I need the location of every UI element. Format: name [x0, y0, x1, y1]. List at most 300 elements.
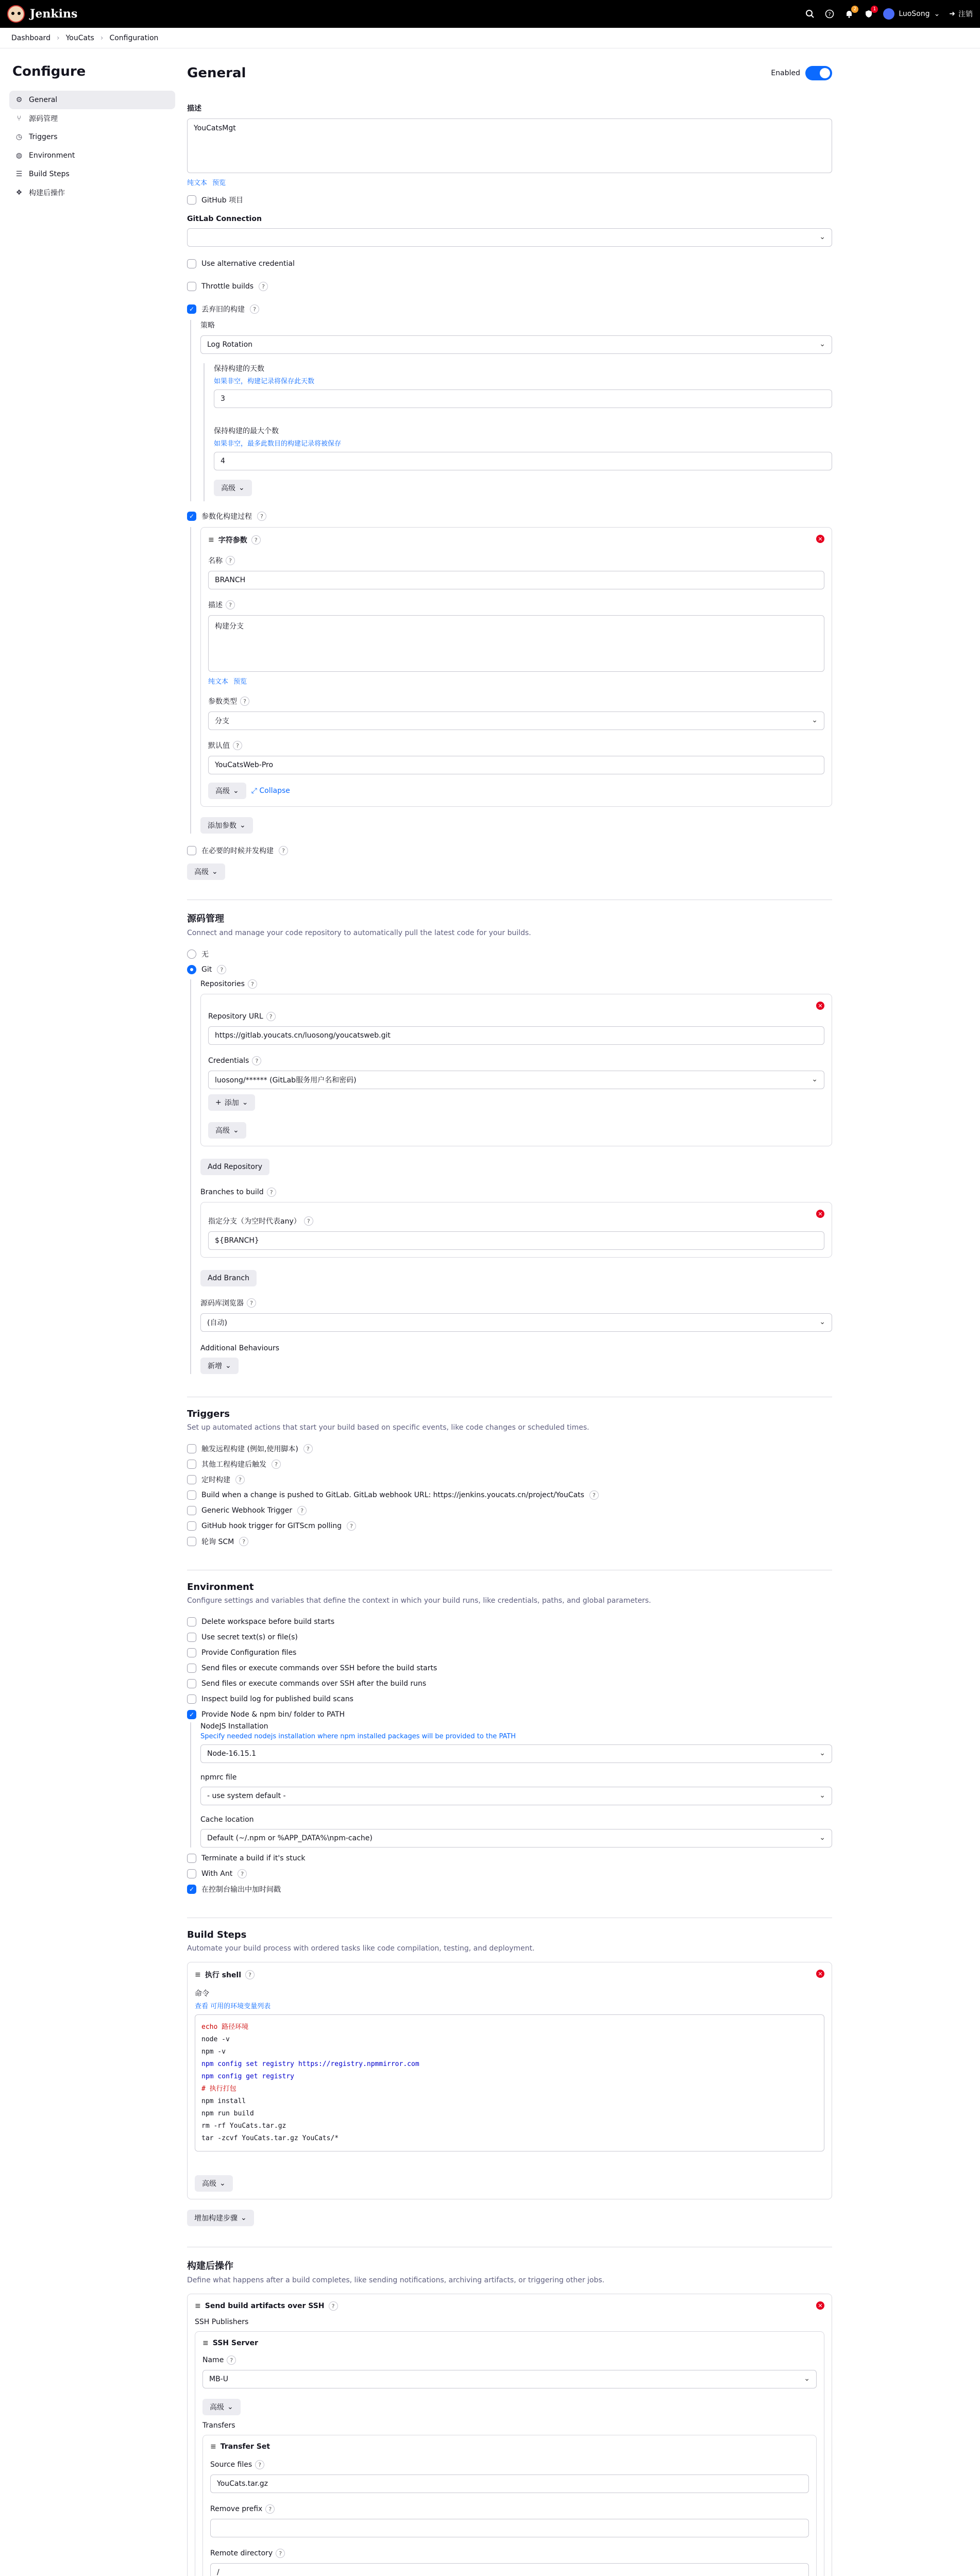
breadcrumb-job[interactable]: YouCats: [65, 33, 94, 42]
page-title: General: [187, 65, 246, 81]
credentials-text: Credentials: [208, 1057, 249, 1065]
gitlab-connection-text: GitLab Connection: [187, 215, 262, 223]
parameterized-label: 参数化构建过程: [201, 513, 252, 521]
add-parameter-label: 添加参数: [208, 822, 236, 830]
env-label: Provide Configuration files: [201, 1649, 297, 1657]
code-line: rm -rf YouCats.tar.gz: [201, 2122, 286, 2130]
remote-dir-label: [210, 2549, 809, 2558]
sidebar-item-environment[interactable]: [9, 146, 175, 165]
param-desc-textarea[interactable]: 构建分支: [208, 615, 824, 672]
scm-git-label: Git: [201, 965, 212, 974]
node-path-checkbox[interactable]: ✓: [187, 1710, 196, 1719]
gitlab-connection-label: [187, 215, 832, 223]
enabled-toggle[interactable]: [805, 66, 832, 80]
chevron-down-icon: ⌄: [819, 1791, 825, 1800]
environment-section: [187, 1570, 832, 1897]
help-icon[interactable]: ?: [233, 741, 242, 750]
server-name-text: Name: [202, 2356, 224, 2364]
concurrent-label: 在必要的时候并发构建: [201, 847, 274, 855]
sidebar-item-build-steps[interactable]: [9, 165, 175, 183]
help-icon[interactable]: ?: [238, 1869, 247, 1878]
trigger-checkbox[interactable]: [187, 1490, 196, 1500]
discard-builds-option[interactable]: [187, 301, 832, 317]
help-icon[interactable]: ?: [240, 697, 249, 706]
code-line: npm run build: [201, 2110, 254, 2117]
environment-description: Configure settings and variables that define the context in which your build runs, like credentials, paths, and global parameters.: [187, 1597, 651, 1605]
node-install-select[interactable]: [200, 1744, 832, 1763]
node-install-hint: Specify needed nodejs installation where npm installed packages will be provided to the PATH: [200, 1733, 516, 1740]
close-icon[interactable]: ✕: [816, 535, 824, 543]
help-icon[interactable]: [824, 9, 835, 19]
sidebar-title: Configure: [12, 64, 86, 79]
clock-icon: ◷: [15, 133, 23, 141]
chevron-down-icon: ⌄: [819, 1318, 825, 1326]
alt-credential-option[interactable]: [187, 256, 832, 272]
build-steps-section: [187, 1918, 832, 2226]
breadcrumb-dashboard[interactable]: Dashboard: [11, 33, 50, 42]
trigger-checkbox[interactable]: [187, 1444, 196, 1453]
jenkins-logo[interactable]: [7, 5, 77, 23]
env-checkbox[interactable]: [187, 1617, 196, 1626]
env-vars-link[interactable]: 查看 可用的环境变量列表: [195, 2003, 271, 2010]
ssh-server-title: SSH Server: [212, 2339, 258, 2347]
branches-label: [200, 1188, 832, 1197]
avatar: [883, 8, 894, 20]
env-label: Inspect build log for published build scans: [201, 1695, 353, 1703]
close-icon[interactable]: ✕: [816, 1970, 824, 1978]
terminate-option[interactable]: [187, 1851, 832, 1866]
trigger-checkbox[interactable]: [187, 1460, 196, 1469]
chevron-down-icon: ⌄: [812, 1075, 818, 1083]
env-label: Delete workspace before build starts: [201, 1618, 335, 1626]
repositories-text: Repositories: [200, 980, 245, 988]
branch-card: [200, 1202, 832, 1258]
code-line: tar -zcvf YouCats.tar.gz YouCats/*: [201, 2134, 339, 2142]
trigger-checkbox[interactable]: [187, 1475, 196, 1484]
days-hint: 如果非空，构建记录将保存此天数: [214, 378, 315, 385]
with-ant-option[interactable]: [187, 1866, 832, 1882]
scm-description: Connect and manage your code repository to automatically pull the latest code for your builds.: [187, 929, 531, 937]
chevron-down-icon: ⌄: [242, 1098, 248, 1107]
repository-card: [200, 994, 832, 1146]
help-icon[interactable]: ?: [297, 1506, 307, 1515]
chevron-down-icon: ⌄: [819, 233, 825, 241]
cache-location-select[interactable]: [200, 1829, 832, 1848]
github-project-option[interactable]: [187, 192, 832, 208]
help-icon[interactable]: ?: [239, 1537, 248, 1546]
env-checkbox[interactable]: [187, 1648, 196, 1657]
plain-text-link[interactable]: 纯文本: [208, 678, 229, 686]
scm-git-radio[interactable]: [187, 965, 196, 974]
triggers-section: [187, 1397, 832, 1549]
help-icon[interactable]: ?: [252, 1056, 261, 1065]
chevron-down-icon: ⌄: [219, 2179, 226, 2188]
advanced-label: 高级: [202, 2180, 216, 2188]
help-icon[interactable]: ?: [259, 282, 268, 291]
browser-value: (自动): [207, 1319, 227, 1327]
code-line: npm -v: [201, 2048, 226, 2056]
repo-url-label: [208, 1012, 824, 1021]
triggers-title: Triggers: [187, 1409, 230, 1419]
max-builds-input[interactable]: 4: [214, 452, 832, 470]
param-type-value: 分支: [215, 717, 229, 725]
timestamps-option[interactable]: [187, 1882, 832, 1897]
strategy-select[interactable]: [200, 335, 832, 354]
discard-builds-checkbox[interactable]: ✓: [187, 304, 196, 314]
chevron-down-icon: ⌄: [240, 821, 246, 829]
post-build-description: Define what happens after a build completes, like sending notifications, archiving artifacts, or triggering other jobs.: [187, 2276, 605, 2284]
terminate-checkbox[interactable]: [187, 1854, 196, 1863]
trigger-checkbox[interactable]: [187, 1537, 196, 1546]
help-icon[interactable]: ?: [227, 2355, 236, 2365]
advanced-button[interactable]: [214, 480, 252, 496]
env-label: Send files or execute commands over SSH before the build starts: [201, 1664, 437, 1672]
parameters-config: [190, 527, 832, 834]
breadcrumb-separator: ›: [100, 33, 104, 42]
param-name-input[interactable]: BRANCH: [208, 571, 824, 589]
help-icon[interactable]: ?: [251, 535, 261, 545]
user-menu[interactable]: [883, 8, 940, 20]
default-value-text: 默认值: [208, 742, 230, 750]
post-build-section: [187, 2247, 832, 2576]
env-label: Send files or execute commands over SSH after the build runs: [201, 1680, 427, 1688]
discard-builds-label: 丢弃旧的构建: [201, 306, 245, 314]
collapse-label: Collapse: [259, 787, 290, 795]
env-option[interactable]: [187, 1630, 832, 1645]
trigger-label: GitHub hook trigger for GITScm polling: [201, 1522, 342, 1530]
param-type-label: [208, 696, 824, 706]
repositories-label: [200, 979, 832, 989]
advanced-label: 高级: [215, 787, 230, 795]
trigger-label: 定时构建: [201, 1476, 230, 1484]
chevron-down-icon: ⌄: [225, 1362, 231, 1370]
cache-location-label: Cache location: [200, 1816, 254, 1824]
add-build-step-button[interactable]: [187, 2210, 254, 2226]
plain-text-link[interactable]: 纯文本: [187, 179, 208, 187]
transfer-set-title: Transfer Set: [220, 2443, 271, 2451]
npmrc-label: npmrc file: [200, 1773, 237, 1782]
trigger-option[interactable]: [187, 1487, 832, 1503]
remove-prefix-text: Remove prefix: [210, 2505, 263, 2513]
sidebar-item-label: Build Steps: [29, 170, 70, 178]
add-credentials-button[interactable]: [208, 1094, 255, 1111]
code-line: echo 路径环境: [201, 2023, 249, 2031]
help-icon[interactable]: ?: [276, 2549, 285, 2558]
trigger-option[interactable]: [187, 1534, 832, 1549]
trigger-label: Generic Webhook Trigger: [201, 1506, 293, 1515]
remote-dir-input[interactable]: /: [210, 2563, 809, 2576]
help-icon[interactable]: ?: [255, 2460, 264, 2469]
sidebar-item-label: 源码管理: [29, 115, 58, 123]
advanced-button[interactable]: [202, 2399, 241, 2415]
env-checkbox[interactable]: [187, 1694, 196, 1704]
source-files-text: Source files: [210, 2461, 252, 2469]
with-ant-label: With Ant: [201, 1870, 233, 1878]
git-config: [190, 979, 832, 1374]
throttle-builds-option[interactable]: [187, 279, 832, 294]
steps-icon: ☰: [15, 170, 23, 178]
drag-handle-icon[interactable]: ≡: [195, 1971, 201, 1979]
help-icon[interactable]: ?: [347, 1521, 356, 1531]
security-badge: 1: [871, 6, 878, 13]
trigger-option[interactable]: [187, 1503, 832, 1518]
parameterized-checkbox[interactable]: ✓: [187, 512, 196, 521]
branch-spec-input[interactable]: ${BRANCH}: [208, 1231, 824, 1250]
notifications-icon[interactable]: [844, 7, 857, 19]
branch-icon: ⑂: [16, 114, 22, 123]
param-name-label: [208, 555, 824, 566]
sidebar-item-triggers[interactable]: [9, 128, 175, 146]
env-checkbox[interactable]: [187, 1679, 196, 1688]
discard-builds-config: [190, 320, 832, 501]
code-line: npm install: [201, 2097, 246, 2105]
trigger-option[interactable]: [187, 1441, 832, 1456]
github-project-label: GitHub 项目: [201, 196, 243, 205]
branch-spec-label: [208, 1216, 824, 1226]
collapse-link[interactable]: ⤢ Collapse: [251, 787, 290, 795]
repo-url-text: Repository URL: [208, 1012, 263, 1021]
max-builds-label: 保持构建的最大个数: [214, 427, 279, 435]
remote-dir-text: Remote directory: [210, 2549, 273, 2557]
env-checkbox[interactable]: [187, 1664, 196, 1673]
drag-handle-icon[interactable]: ≡: [195, 2302, 201, 2310]
app-name: Jenkins: [30, 7, 78, 21]
timestamps-checkbox[interactable]: ✓: [187, 1885, 196, 1894]
repo-url-input[interactable]: https://gitlab.youcats.cn/luosong/youcatsweb.git: [208, 1026, 824, 1045]
logout-button[interactable]: [949, 9, 973, 19]
logout-label: 注销: [958, 10, 973, 19]
npmrc-select[interactable]: [200, 1787, 832, 1805]
chevron-down-icon: ⌄: [934, 10, 940, 18]
code-line: npm config set registry https://registry.npmmirror.com: [201, 2060, 419, 2068]
help-icon[interactable]: ?: [245, 1970, 255, 1979]
build-steps-title: Build Steps: [187, 1929, 247, 1940]
help-icon[interactable]: ?: [226, 600, 235, 609]
transfer-set-card: [202, 2435, 817, 2576]
breadcrumb: [0, 28, 980, 48]
alt-credential-label: Use alternative credential: [201, 260, 295, 268]
env-option[interactable]: [187, 1645, 832, 1660]
add-branch-button[interactable]: Add Branch: [200, 1270, 257, 1286]
param-type-select[interactable]: [208, 711, 824, 730]
chevron-down-icon: ⌄: [212, 868, 218, 876]
scm-none-radio[interactable]: [187, 950, 196, 959]
branches-text: Branches to build: [200, 1188, 264, 1196]
shell-step-card: [187, 1962, 832, 2199]
sidebar-item-scm[interactable]: [9, 109, 175, 128]
env-option[interactable]: [187, 1691, 832, 1707]
credentials-select[interactable]: [208, 1071, 824, 1089]
logout-icon: ➜: [949, 10, 955, 18]
throttle-builds-label: Throttle builds: [201, 282, 254, 291]
env-option[interactable]: [187, 1660, 832, 1676]
trigger-label: 其他工程构建后触发: [201, 1461, 266, 1469]
post-build-title: 构建后操作: [187, 2261, 233, 2272]
help-icon[interactable]: ?: [589, 1490, 599, 1500]
build-steps-description: Automate your build process with ordered tasks like code compilation, testing, and deployment.: [187, 1944, 535, 1953]
sidebar-item-post-build[interactable]: [9, 183, 175, 202]
trigger-label: 触发远程构建 (例如,使用脚本): [201, 1445, 298, 1453]
days-label: 保持构建的天数: [214, 365, 264, 373]
close-icon[interactable]: ✕: [816, 2301, 824, 2310]
sidebar-item-general[interactable]: [9, 91, 175, 109]
node-install-value: Node-16.15.1: [207, 1750, 257, 1758]
credentials-label: [208, 1056, 824, 1065]
trigger-option[interactable]: [187, 1472, 832, 1487]
chevron-down-icon: ⌄: [819, 1749, 825, 1757]
add-credentials-label: 添加: [224, 1099, 239, 1107]
advanced-label: 高级: [215, 1127, 230, 1135]
help-icon[interactable]: ?: [248, 979, 257, 989]
gear-icon: ⚙: [15, 96, 23, 104]
node-path-option[interactable]: [187, 1707, 832, 1722]
user-name: LuoSong: [899, 10, 930, 18]
search-icon[interactable]: [805, 9, 815, 19]
chevron-down-icon: ⌄: [819, 340, 825, 348]
cache-location-value: Default (~/.npm or %APP_DATA%\npm-cache): [207, 1834, 373, 1842]
gift-icon: ❖: [15, 189, 23, 197]
env-option[interactable]: [187, 1676, 832, 1691]
chevron-down-icon: ⌄: [233, 787, 239, 795]
help-icon[interactable]: ?: [266, 1012, 276, 1021]
description-label: 描述: [187, 105, 201, 113]
help-icon[interactable]: ?: [265, 2504, 275, 2514]
svg-text:?: ?: [828, 12, 831, 18]
scm-git-option[interactable]: [187, 962, 832, 977]
with-ant-checkbox[interactable]: [187, 1869, 196, 1878]
add-build-step-label: 增加构建步骤: [194, 2214, 238, 2223]
ssh-publisher-card: [187, 2294, 832, 2576]
strategy-label: 策略: [200, 321, 215, 330]
breadcrumb-configuration[interactable]: Configuration: [109, 33, 159, 42]
help-icon[interactable]: ?: [257, 512, 266, 521]
advanced-label: 高级: [221, 484, 235, 493]
sidebar-item-label: Triggers: [29, 133, 58, 141]
close-icon[interactable]: ✕: [816, 1210, 824, 1218]
strategy-value: Log Rotation: [207, 341, 253, 349]
source-files-input[interactable]: YouCats.tar.gz: [210, 2475, 809, 2493]
add-behaviour-button[interactable]: [200, 1358, 239, 1374]
env-checkbox[interactable]: [187, 1633, 196, 1642]
ssh-publishers-label: SSH Publishers: [195, 2318, 249, 2326]
sidebar-item-label: 构建后操作: [29, 189, 65, 197]
code-line: npm config get registry: [201, 2073, 295, 2080]
node-path-label: Provide Node & npm bin/ folder to PATH: [201, 1710, 345, 1719]
server-name-select[interactable]: [202, 2370, 817, 2388]
concurrent-checkbox[interactable]: [187, 846, 196, 855]
env-label: Use secret text(s) or file(s): [201, 1633, 298, 1641]
drag-handle-icon[interactable]: ≡: [210, 2443, 216, 2451]
timestamps-label: 在控制台输出中加时间戳: [201, 1886, 281, 1894]
param-type-text: 参数类型: [208, 698, 237, 706]
advanced-button[interactable]: [208, 783, 246, 799]
shell-command-editor[interactable]: [195, 2014, 824, 2151]
add-parameter-button[interactable]: [200, 817, 253, 834]
trigger-option[interactable]: [187, 1518, 832, 1534]
ssh-publisher-title: Send build artifacts over SSH: [205, 2302, 325, 2310]
globe-icon: ◍: [15, 151, 23, 160]
branch-spec-text: 指定分支（为空时代表any）: [208, 1217, 301, 1226]
env-option[interactable]: [187, 1614, 832, 1630]
general-header: [187, 64, 832, 82]
transfers-label: Transfers: [202, 2421, 235, 2430]
help-icon[interactable]: ?: [304, 1216, 313, 1226]
help-icon[interactable]: ?: [279, 846, 288, 855]
chevron-down-icon: ⌄: [239, 484, 245, 492]
preview-link[interactable]: 预览: [233, 678, 247, 686]
credentials-value: luosong/****** (GitLab服务用户名和密码): [215, 1076, 357, 1084]
preview-link[interactable]: 预览: [212, 179, 226, 187]
breadcrumb-separator: ›: [56, 33, 60, 42]
help-icon[interactable]: ?: [226, 556, 235, 565]
help-icon[interactable]: ?: [267, 1188, 276, 1197]
scm-none-option[interactable]: [187, 946, 832, 962]
shield-icon[interactable]: [864, 9, 874, 19]
close-icon[interactable]: ✕: [816, 1002, 824, 1010]
help-icon[interactable]: ?: [235, 1475, 245, 1484]
shell-step-title: 执行 shell: [205, 1971, 242, 1979]
trigger-label: Build when a change is pushed to GitLab. GitLab webhook URL: https://jenkins.youcats.cn/project/YouCats: [201, 1491, 584, 1499]
drag-handle-icon[interactable]: ≡: [202, 2339, 209, 2347]
github-project-checkbox[interactable]: [187, 195, 196, 205]
string-param-title: 字符参数: [218, 536, 247, 545]
concurrent-option[interactable]: [187, 843, 832, 858]
npmrc-value: - use system default -: [207, 1792, 286, 1800]
main-content: [187, 64, 832, 2576]
alt-credential-checkbox[interactable]: [187, 259, 196, 268]
scm-title: 源码管理: [187, 913, 224, 924]
help-icon[interactable]: ?: [303, 1444, 313, 1453]
sidebar: [9, 64, 175, 202]
chevron-down-icon: ⌄: [819, 1834, 825, 1842]
trigger-option[interactable]: [187, 1456, 832, 1472]
advanced-button[interactable]: [208, 1122, 246, 1139]
description-textarea[interactable]: YouCatsMgt: [187, 118, 832, 173]
advanced-button[interactable]: [195, 2175, 233, 2192]
code-line: node -v: [201, 2036, 230, 2043]
additional-behaviours-label: Additional Behaviours: [200, 1344, 280, 1352]
add-repository-button[interactable]: Add Repository: [200, 1159, 269, 1175]
help-icon[interactable]: ?: [250, 304, 259, 314]
parameterized-option[interactable]: [187, 509, 832, 524]
param-desc-label: [208, 600, 824, 610]
trigger-checkbox[interactable]: [187, 1521, 196, 1531]
help-icon[interactable]: ?: [217, 965, 226, 974]
help-icon[interactable]: ?: [272, 1460, 281, 1469]
plus-icon: +: [215, 1098, 222, 1107]
remove-prefix-input[interactable]: [210, 2519, 809, 2537]
days-input[interactable]: 3: [214, 389, 832, 408]
trigger-checkbox[interactable]: [187, 1506, 196, 1515]
help-icon[interactable]: ?: [329, 2301, 338, 2311]
default-value-input[interactable]: YouCatsWeb-Pro: [208, 756, 824, 774]
advanced-button[interactable]: [187, 863, 225, 880]
chevron-down-icon: ⌄: [241, 2214, 247, 2222]
source-files-label: [210, 2460, 809, 2469]
default-value-label: [208, 740, 824, 751]
browser-select[interactable]: [200, 1313, 832, 1332]
advanced-label: 高级: [210, 2403, 224, 2412]
add-behaviour-label: 新增: [208, 1362, 222, 1370]
code-line: # 执行打包: [201, 2085, 236, 2093]
string-parameter-card: [200, 527, 832, 807]
gitlab-connection-select[interactable]: [187, 228, 832, 247]
throttle-builds-checkbox[interactable]: [187, 282, 196, 291]
sidebar-item-label: General: [29, 96, 58, 104]
help-icon[interactable]: ?: [247, 1298, 256, 1308]
drag-handle-icon[interactable]: ≡: [208, 536, 214, 544]
chevron-down-icon: ⌄: [804, 2375, 810, 2383]
